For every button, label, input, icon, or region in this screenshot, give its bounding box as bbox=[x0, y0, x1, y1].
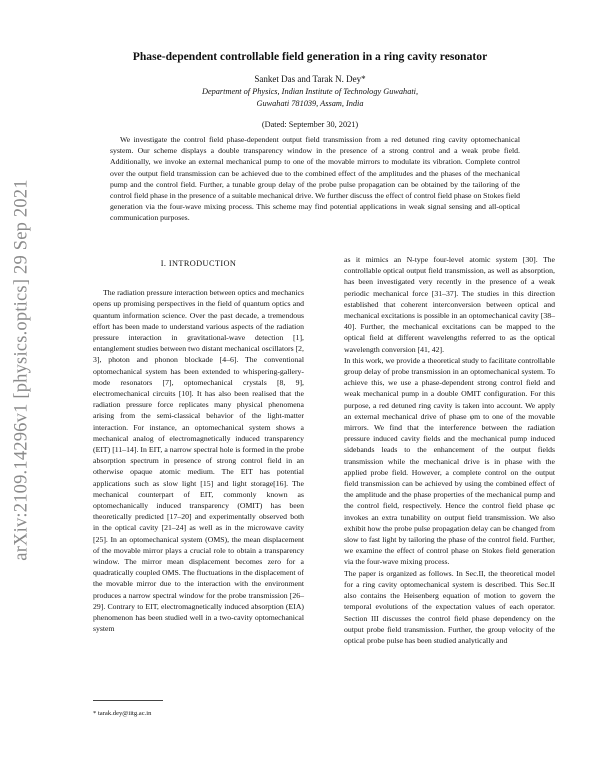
arxiv-id-text: arXiv:2109.14296v1 [physics.optics] 29 Sep 2021 bbox=[11, 179, 32, 561]
intro-paragraph-3: The paper is organized as follows. In Sec.II, the theoretical model for a ring cavity optomechanical system is described. This Sec.II also contains the Heisenberg equation of motion to govern the temporal evolutions of the expectation values of each operator. Section III discusses the control field phase dependency on the output probe field transmission. Further, the group velocity of the optical probe pulse has been studied analytically and bbox=[344, 568, 555, 645]
section-heading-introduction: I. INTRODUCTION bbox=[160, 259, 237, 268]
intro-paragraph-2: In this work, we provide a theoretical study to facilitate controllable group delay of probe transmission in an optomechanical system. To achieve this, we use a phase-dependent strong control field and weak mechanical pump in a double OMIT configuration. For this purpose, a red detuned ring cavity is taken into account. We apply an external mechanical drive of phase φm to one of the movable mirrors. We find that the interference between the radiation pressure induced cavity fields and the mechanical pump induced sidebands leads to the enhancement of the output fields transmission while the mechanical drive is in phase with the applied probe field. However, a complete control on the output field transmission can be achieved by using the combined effect of the amplitude and the phase properties of the mechanical pump and the control field, respectively. Hence the control field phase φc invokes an extra tunability on output field transmission. We also exhibit how the probe pulse propagation delay can be changed from slow to fast light by tailoring the phase of the control field. Further, we examine the effect of control phase on Stokes field generation via the four-wave mixing process. bbox=[344, 355, 555, 567]
arxiv-identifier-stamp bbox=[8, 90, 36, 650]
intro-paragraph-1: The radiation pressure interaction between optics and mechanics opens up promising perspectives in the field of quantum optics and quantum information science. Over the past decade, a tremendous effort has been made to understand various aspects of the radiation pressure interaction in gravitational-wave detection [1], entanglement studies between two distant mechanical oscillators [2, 3], photon and phonon blockade [4–6]. The conventional optomechanical system has been extended to whispering-gallery-mode resonators [7], optomechanical crystals [8, 9], electromechanical circuits [10]. It has also been realised that the radiation pressure force replicates many physical phenomena arising from the semi-classical behavior of the light-matter interaction. For instance, an optomechanical system shows a mechanical analog of electromagnetically induced transparency (EIT) [11–14]. In EIT, a narrow spectral hole is formed in the probe absorption spectrum in presence of strong control field in an otherwise opaque atomic medium. The EIT has potential applications such as slow light [15] and light storage[16]. The mechanical counterpart of EIT, commonly known as optomechanically induced transparency (OMIT) has been theoretically predicted [17–20] and experimentally observed both in the optical cavity [21–24] as well as in the microwave cavity [25]. In an optomechanical system (OMS), the mean displacement of the movable mirror plays a crucial role to obtain a transparency window. The mirror mean displacement becomes zero for a quadratically coupled OMS. The fluctuations in the displacement of the movable mirror due to the interaction with the environment produces a narrow spectral window for the probe transmission [26–29]. Contrary to EIT, electromagnetically induced absorption (EIA) phenomenon has been studied well in a two-cavity optomechanical system bbox=[93, 288, 304, 634]
left-column bbox=[93, 258, 304, 635]
footnote-email: * tarak.dey@iitg.ac.in bbox=[93, 710, 152, 717]
affiliation bbox=[60, 86, 560, 109]
author-list: Sanket Das and Tarak N. Dey* bbox=[254, 74, 366, 84]
affiliation-line-1: Department of Physics, Indian Institute of Technology Guwahati, bbox=[201, 87, 419, 96]
right-column bbox=[344, 254, 555, 646]
paper-title: Phase-dependent controllable field generation in a ring cavity resonator bbox=[132, 50, 488, 63]
footnote-rule bbox=[93, 700, 163, 701]
intro-paragraph-continued: as it mimics an N-type four-level atomic system [30]. The controllable optical output field transmission, as well as absorption, has been investigated very recently in the presence of a weak periodic mechanical force [31–37]. The studies in this direction established that coherent interconversion between optical and mechanical excitations is possible in an optomechanical cavity [38–40]. Further, the mechanical excitations can be mapped to the optical field at different wavelengths referred to as the optical wavelength conversion [41, 42]. bbox=[344, 255, 555, 354]
dated-line: (Dated: September 30, 2021) bbox=[261, 120, 359, 129]
affiliation-line-2: Guwahati 781039, Assam, India bbox=[256, 98, 364, 108]
abstract: We investigate the control field phase-dependent output field transmission from a red detuned ring cavity optomechanical system. Our scheme displays a double transparency window in the presence of a strong control and a weak probe field. Additionally, we invoke an external mechanical pump to one of the movable mirrors to modulate its vibration. Complete control over the output field transmission can be achieved due to the combined effect of the amplitudes and the phases of the mechanical pump and the control field. Further, a tunable group delay of the probe pulse propagation can be obtained by the tailoring of the control field phase in the presence of a suitable mechanical drive. We further discuss the effect of control field phase on Stokes field generation via the four-wave mixing process. This scheme may find potential applications in weak signal sensing and all-optical communication purposes. bbox=[110, 135, 520, 223]
